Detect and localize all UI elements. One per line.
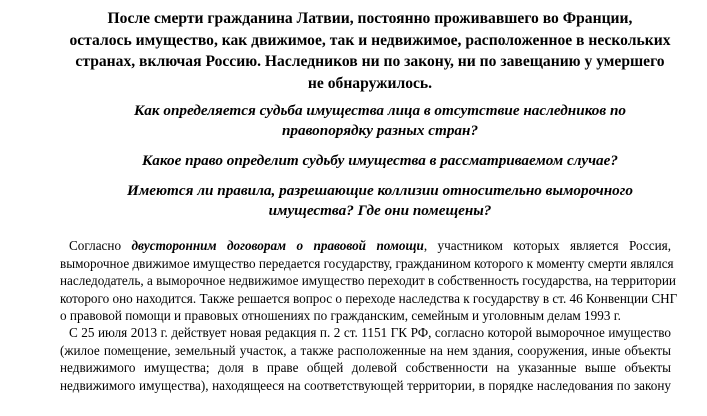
paragraph-civil-code — [60, 324, 671, 394]
paragraph-line — [60, 237, 671, 255]
paragraph-line: (жилое помещение, земельный участок, а также расположенные на нем здания, сооружения, иные объекты — [60, 342, 671, 358]
case-statement-line: не обнаружилось. — [307, 74, 433, 92]
question-1 — [100, 101, 660, 141]
question-line: правопорядку разных стран? — [281, 122, 479, 139]
question-line: Какое право определит судьбу имущества в рассматриваемом случае? — [142, 152, 618, 169]
paragraph-line: о правовой помощи и правовых отношениях по гражданским, семейным и уголовным делам 1993 г. — [60, 308, 621, 324]
paragraph-line: С 25 июля 2013 г. действует новая редакция п. 2 ст. 1151 ГК РФ, согласно которой выморочное имущество — [69, 325, 671, 340]
question-line: Имеются ли правила, разрешающие коллизии относительно выморочного — [127, 182, 633, 199]
question-line: Как определяется судьба имущества лица в отсутствие наследников по — [133, 102, 627, 119]
paragraph-line: недвижимого имущества; доля в праве общей долевой собственности на указанные выше объекты — [60, 360, 671, 376]
question-2 — [100, 151, 660, 171]
question-3 — [100, 181, 660, 221]
case-statement-line: странах, включая Россию. Наследников ни по закону, ни по завещанию у умершего — [75, 53, 665, 70]
paragraph-line: выморочное движимое имущество передается государству, гражданином которого к моменту смерти являлся — [60, 255, 674, 271]
paragraph-text: , участником которых является Россия, — [423, 238, 671, 253]
paragraph-treaties — [60, 237, 678, 325]
question-line: имущества? Где они помещены? — [268, 202, 492, 219]
case-statement-line: После смерти гражданина Латвии, постоянно проживавшего во Франции, — [107, 10, 633, 27]
case-statement-line: осталось имущество, как движимое, так и недвижимое, расположенное в нескольких — [69, 31, 671, 49]
paragraph-text: Согласно — [69, 238, 132, 253]
case-statement — [60, 8, 680, 94]
emphasized-term: двусторонним договорам о правовой помощи — [131, 238, 424, 253]
paragraph-line: наследодатель, а выморочное недвижимое имущество переходит в собственность государства, на территории — [60, 273, 676, 289]
paragraph-line: недвижимого имущества), находящееся на соответствующей территории, в порядке наследования по закону — [60, 377, 671, 393]
paragraph-line: которого оно находится. Также решается вопрос о переходе наследства к государству в ст. 46 Конвенции СНГ — [60, 290, 678, 306]
